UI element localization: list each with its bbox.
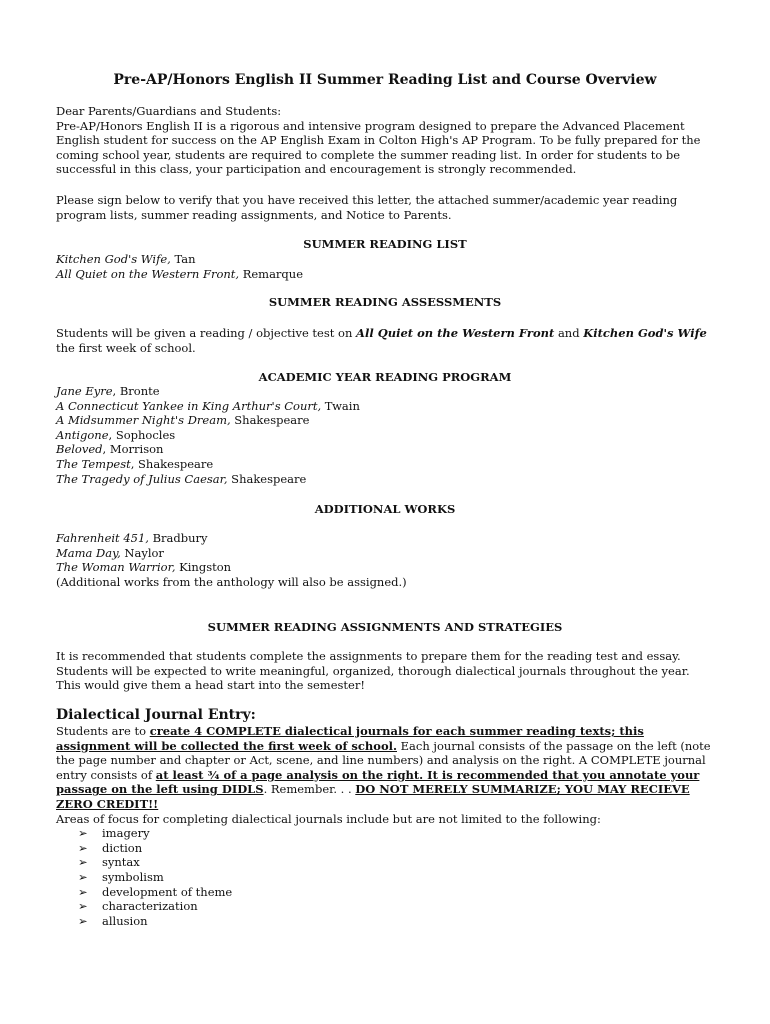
assessments-text-c: the first week of school. bbox=[56, 340, 196, 355]
summer-list-heading: SUMMER READING LIST bbox=[303, 237, 467, 251]
sign-note: Please sign below to verify that you have received this letter, the attached summer/academic year reading program lists, summer reading assignments, and Notice to Parents. bbox=[56, 193, 678, 222]
focus-item: allusion bbox=[102, 913, 148, 928]
book-title: Fahrenheit 451, bbox=[56, 531, 149, 545]
arrow-bullet-icon: ➢ bbox=[78, 826, 88, 841]
journal-section bbox=[56, 707, 716, 928]
arrow-bullet-icon: ➢ bbox=[78, 840, 88, 855]
book-author: , Bronte bbox=[112, 384, 160, 398]
book-entry bbox=[56, 457, 716, 472]
book-entry bbox=[56, 413, 716, 428]
book-title: Kitchen God's Wife, bbox=[56, 252, 171, 266]
focus-item: diction bbox=[102, 840, 143, 855]
journal-text-1: Students are to bbox=[56, 724, 150, 738]
book-author: Naylor bbox=[120, 545, 164, 560]
book-entry bbox=[56, 252, 716, 267]
book-title: The Tragedy of Julius Caesar, bbox=[56, 471, 228, 486]
arrow-bullet-icon: ➢ bbox=[78, 899, 88, 914]
book-author: Twain bbox=[321, 398, 360, 413]
journal-requirement: create 4 COMPLETE dialectical journals for each summer reading texts; this assignment will be collected the first week of school. bbox=[56, 724, 644, 753]
strategies-heading: SUMMER READING ASSIGNMENTS AND STRATEGIES bbox=[207, 620, 563, 634]
book-entry bbox=[56, 267, 716, 282]
journal-instructions bbox=[56, 724, 716, 812]
journal-warning: DO NOT MERELY SUMMARIZE; YOU MAY RECIEVE ZERO CREDIT!! bbox=[56, 782, 690, 811]
focus-item: imagery bbox=[102, 826, 150, 841]
book-entry bbox=[56, 546, 716, 561]
greeting: Dear Parents/Guardians and Students: bbox=[56, 104, 282, 118]
list-item bbox=[78, 899, 716, 914]
intro-paragraph: Pre-AP/Honors English II is a rigorous and intensive program designed to prepare the Advanced Placement English student for success on the AP English Exam in Colton High's AP Program. To be fully prepared for the coming school year, students are required to complete the summer reading list. In order for students to be successful in this class, your participation and encouragement is strongly recommended. bbox=[56, 118, 701, 177]
book-author: Bradbury bbox=[148, 531, 208, 545]
book-author: , Sophocles bbox=[108, 427, 176, 442]
journal-text-3: . Remember. . . bbox=[263, 782, 356, 797]
assessment-book-2: Kitchen God's Wife bbox=[583, 326, 707, 340]
arrow-bullet-icon: ➢ bbox=[78, 884, 88, 899]
book-author: Shakespeare bbox=[230, 413, 310, 428]
book-title: The Tempest bbox=[56, 456, 131, 471]
list-item bbox=[78, 914, 716, 929]
book-title: The Woman Warrior, bbox=[56, 560, 176, 575]
book-title: Mama Day, bbox=[56, 545, 121, 560]
arrow-bullet-icon: ➢ bbox=[78, 869, 88, 884]
book-author: Remarque bbox=[239, 266, 303, 281]
list-item bbox=[78, 855, 716, 870]
focus-item: development of theme bbox=[102, 884, 233, 899]
book-author: Kingston bbox=[175, 560, 232, 575]
book-entry bbox=[56, 384, 716, 399]
list-item bbox=[78, 841, 716, 856]
focus-item: characterization bbox=[102, 899, 198, 914]
book-title: A Midsummer Night's Dream, bbox=[56, 413, 231, 428]
focus-intro: Areas of focus for completing dialectical journals include but are not limited to the following: bbox=[56, 811, 601, 826]
list-item bbox=[78, 826, 716, 841]
academic-reading-list bbox=[56, 384, 716, 486]
intro-section bbox=[56, 104, 716, 177]
assessments-heading: SUMMER READING ASSESSMENTS bbox=[268, 295, 502, 309]
journal-length-requirement: at least ¾ of a page analysis on the right. It is recommended that you annotate your passage on the left using DIDLS bbox=[56, 767, 700, 797]
book-title: Beloved bbox=[56, 442, 103, 457]
assessment-book-1: All Quiet on the Western Front bbox=[356, 326, 555, 340]
book-title: All Quiet on the Western Front, bbox=[56, 266, 240, 281]
assessments-text-b: and bbox=[554, 326, 584, 340]
book-title: A Connecticut Yankee in King Arthur's Court, bbox=[56, 398, 322, 413]
arrow-bullet-icon: ➢ bbox=[78, 913, 88, 928]
assessments-text-a: Students will be given a reading / objective test on bbox=[56, 326, 357, 340]
assessments-text bbox=[56, 326, 716, 355]
academic-heading: ACADEMIC YEAR READING PROGRAM bbox=[258, 370, 512, 384]
book-entry bbox=[56, 472, 716, 487]
book-author: , Morrison bbox=[102, 442, 164, 457]
book-author: , Shakespeare bbox=[130, 456, 214, 471]
book-entry bbox=[56, 442, 716, 457]
book-title: Antigone bbox=[56, 427, 109, 442]
page-title: Pre-AP/Honors English II Summer Reading List and Course Overview bbox=[113, 72, 657, 88]
journal-text-2: Each journal consists of the passage on the left (note the page number and chapter or Act, scene, and line numbers) and analysis on the right. A COMPLETE journal entry consists of bbox=[56, 738, 711, 782]
book-entry bbox=[56, 399, 716, 414]
additional-works-list bbox=[56, 531, 716, 589]
book-title: Jane Eyre bbox=[56, 384, 113, 398]
arrow-bullet-icon: ➢ bbox=[78, 855, 88, 870]
book-entry bbox=[56, 428, 716, 443]
additional-heading: ADDITIONAL WORKS bbox=[314, 502, 456, 516]
book-entry bbox=[56, 560, 716, 575]
additional-note: (Additional works from the anthology will also be assigned.) bbox=[56, 574, 407, 589]
book-entry bbox=[56, 531, 716, 546]
strategies-text: It is recommended that students complete the assignments to prepare them for the reading test and essay. Students will be expected to write meaningful, organized, thorough dialectical journals throughout the year. This would give them a head start into the semester! bbox=[56, 649, 690, 693]
focus-item: symbolism bbox=[102, 869, 164, 884]
list-item bbox=[78, 885, 716, 900]
book-author: Tan bbox=[170, 252, 196, 266]
summer-reading-list bbox=[56, 252, 716, 281]
focus-item: syntax bbox=[102, 855, 140, 870]
book-author: Shakespeare bbox=[227, 471, 307, 486]
journal-heading: Dialectical Journal Entry: bbox=[56, 707, 256, 723]
list-item bbox=[78, 870, 716, 885]
focus-list bbox=[56, 826, 716, 928]
